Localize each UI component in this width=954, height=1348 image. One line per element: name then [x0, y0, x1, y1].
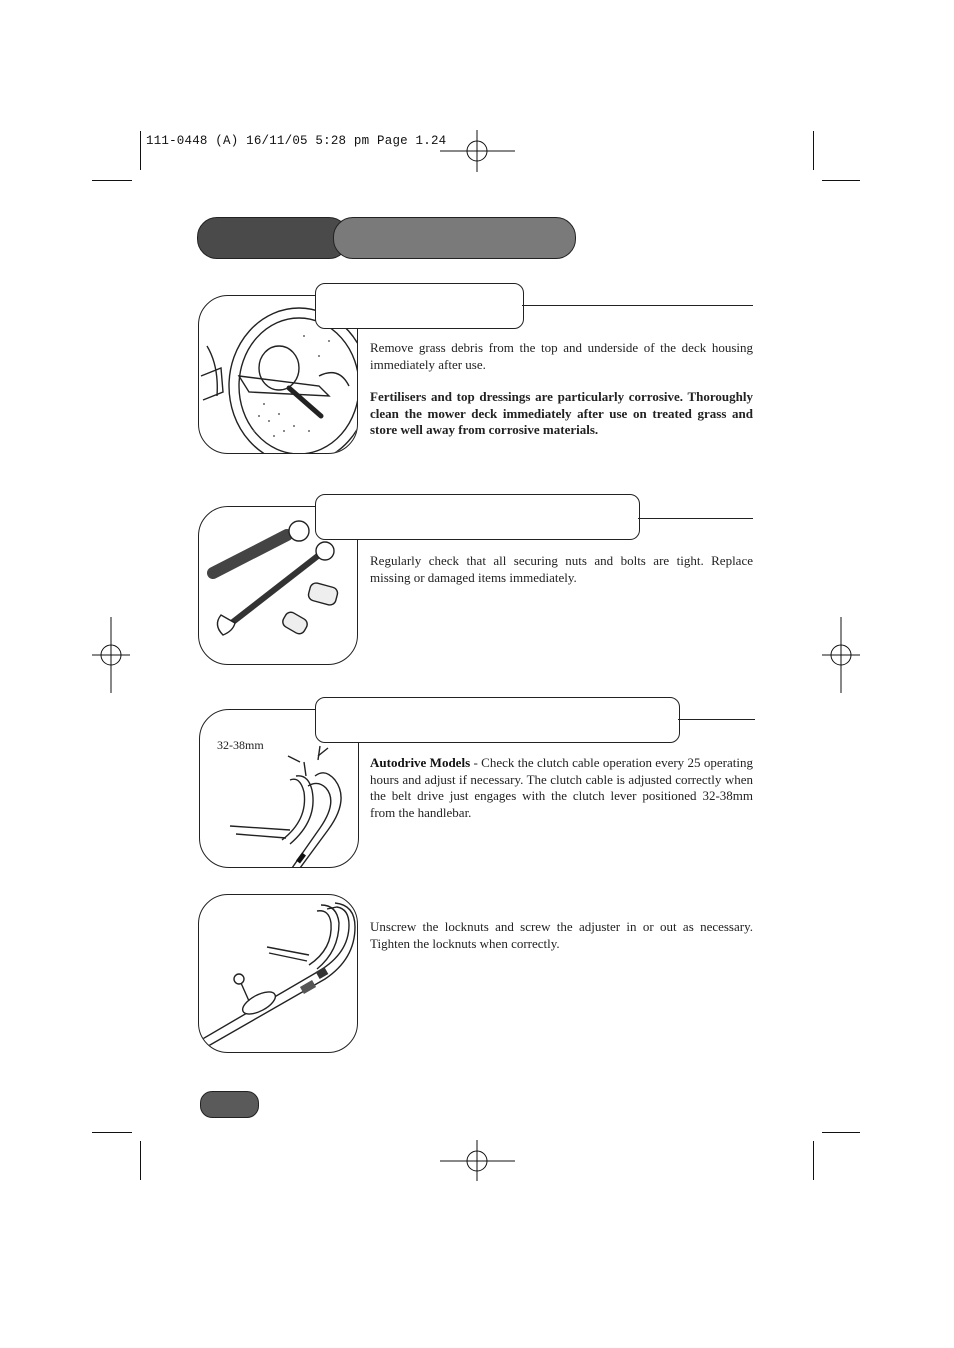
- section-tab-dark: [197, 217, 349, 259]
- nuts-bolts-para-1: Regularly check that all securing nuts and bolts are tight. Replace missing or damaged items immediately.: [370, 553, 753, 585]
- deck-cleaning-para-1: Remove grass debris from the top and underside of the deck housing immediately after use.: [370, 340, 753, 372]
- adjuster-figure: [198, 894, 358, 1053]
- deck-cleaning-warning: Fertilisers and top dressings are particularly corrosive. Thoroughly clean the mower deck immediately after use on treated grass and store well away from corrosive materials.: [370, 389, 753, 437]
- nuts-bolts-rule: [638, 518, 753, 519]
- adjuster-para-1: Unscrew the locknuts and screw the adjuster in or out as necessary. Tighten the locknuts when correctly.: [370, 919, 753, 951]
- deck-cleaning-rule: [522, 305, 753, 306]
- deck-cleaning-text: [370, 340, 753, 439]
- deck-cleaning-heading-tab: [315, 283, 524, 329]
- adjuster-text: [370, 919, 753, 952]
- clutch-rule: [678, 719, 755, 720]
- nuts-bolts-heading-tab: [315, 494, 640, 540]
- clutch-heading-tab: [315, 697, 680, 743]
- clutch-distance-label: 32-38mm: [217, 738, 264, 752]
- section-tab-light: [333, 217, 576, 259]
- print-info-header: 111-0448 (A) 16/11/05 5:28 pm Page 1.24: [146, 134, 447, 148]
- clutch-text: [370, 755, 753, 821]
- clutch-lead: Autodrive Models: [370, 755, 471, 770]
- clutch-para-1: [370, 755, 753, 821]
- nuts-bolts-text: [370, 553, 753, 586]
- clutch-body: - Check the clutch cable operation every 25 operating hours and adjust if necessary. The clutch cable is adjusted correctly when the belt drive just engages with the clutch lever positioned 32-38mm from the handlebar.: [370, 755, 753, 820]
- page-number-tab: [200, 1091, 259, 1118]
